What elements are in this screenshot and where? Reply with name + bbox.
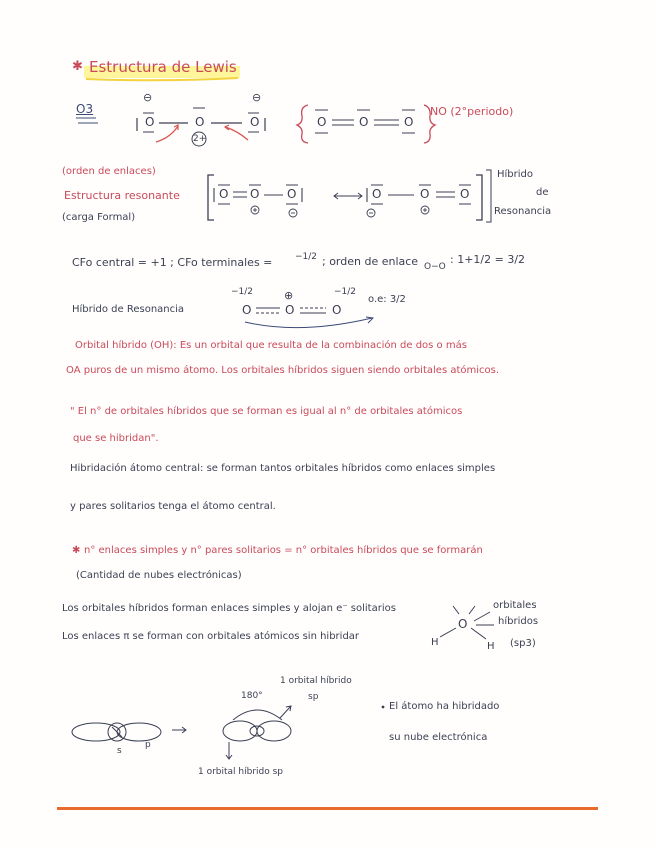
hybridized-note-1: El átomo ha hibridado [389, 701, 500, 712]
carga-formal-label: (carga Formal) [62, 212, 136, 223]
paragraph-5: Los orbitales híbridos forman enlaces simples y alojan e⁻ solitarios [62, 603, 396, 614]
bullet-icon: ✱ [72, 59, 83, 74]
ozone-note: NO (2°periodo) [430, 105, 514, 118]
formal-charge-text-1: CFo central = +1 ; CFo terminales = [72, 256, 273, 269]
res1-atom-2: O [250, 187, 260, 201]
paragraph-3-line-1: Hibridación átomo central: se forman tantos orbitales híbridos como enlaces simples [70, 463, 496, 474]
paragraph-2-line-2: que se hibridan". [73, 433, 159, 444]
hibrido-label-1: Híbrido [497, 169, 534, 180]
ozone-atom-right: O [250, 115, 260, 129]
minus-charge-right: ⊖ [252, 91, 262, 104]
resonance-atom-2: O [359, 115, 369, 129]
ozone-atom-left: O [145, 115, 155, 129]
plus-charge-center: 2+ [193, 134, 207, 144]
minus-charge-left: ⊖ [143, 91, 153, 104]
formal-charge-text-3: : 1+1/2 = 3/2 [450, 253, 526, 266]
hybridized-note-2: su nube electrónica [389, 732, 488, 743]
ozone-label: O3 [76, 102, 94, 116]
water-sp3-label: (sp3) [510, 638, 536, 649]
top-hybrid-label-1: 1 orbital híbrido [280, 676, 352, 686]
bond-order-subscript: O−O [424, 262, 446, 272]
orbital-p-label: p [145, 740, 151, 750]
paragraph-4-line-2: (Cantidad de nubes electrónicas) [76, 570, 242, 581]
resonance-atom-1: O [317, 115, 327, 129]
orbital-s-label: s [117, 746, 122, 756]
paragraph-2-line-1: " El n° de orbitales híbridos que se forman es igual al n° de orbitales atómicos [70, 406, 463, 417]
hybrid-bond-order: o.e: 3/2 [368, 294, 406, 305]
res1-atom-1: O [219, 187, 229, 201]
water-hydrogen-right: H [487, 641, 495, 652]
water-hibridos-label: híbridos [498, 616, 539, 627]
plus-charge-hybrid: ⊕ [284, 289, 294, 302]
paragraph-3-line-2: y pares solitarios tenga el átomo central. [70, 501, 276, 512]
water-orbitales-label: orbitales [493, 600, 537, 611]
hibrido-resonancia-label: Híbrido de Resonancia [72, 304, 185, 315]
bottom-rule [57, 807, 598, 810]
hybrid-atom-1: O [242, 303, 252, 317]
angle-label: 180° [241, 691, 263, 701]
orden-label: (orden de enlaces) [62, 166, 156, 177]
res2-atom-2: O [420, 187, 430, 201]
paragraph-1-line-1: Orbital híbrido (OH): Es un orbital que resulta de la combinación de dos o más [75, 340, 467, 351]
bullet-icon-2: ✱ [72, 545, 81, 556]
page-title: Estructura de Lewis [89, 58, 237, 76]
estructura-resonante-label: Estructura resonante [64, 189, 180, 202]
res1-atom-3: O [287, 187, 297, 201]
hybrid-atom-2: O [285, 303, 295, 317]
hibrido-label-2: de [536, 187, 549, 198]
water-hydrogen-left: H [431, 637, 439, 648]
resonance-atom-3: O [404, 115, 414, 129]
formal-charge-text-2: ; orden de enlace [322, 255, 419, 268]
hibrido-label-3: Resonancia [494, 206, 552, 217]
paragraph-6: Los enlaces π se forman con orbitales atómicos sin hibridar [62, 631, 360, 642]
res2-atom-1: O [372, 187, 382, 201]
paragraph-4-line-1: n° enlaces simples y n° pares solitarios = n° orbitales híbridos que se formarán [84, 545, 483, 556]
res2-atom-3: O [460, 187, 470, 201]
top-hybrid-label-2: sp [308, 692, 319, 702]
hybrid-atom-3: O [332, 303, 342, 317]
ozone-atom-center: O [195, 115, 205, 129]
water-oxygen: O [458, 617, 468, 631]
hybrid-right-charge: −1/2 [334, 287, 357, 297]
formal-charge-fraction: −1/2 [295, 252, 318, 262]
hybrid-left-charge: −1/2 [231, 287, 254, 297]
paragraph-1-line-2: OA puros de un mismo átomo. Los orbitales híbridos siguen siendo orbitales atómicos. [66, 365, 500, 376]
bottom-hybrid-label: 1 orbital híbrido sp [198, 767, 284, 777]
